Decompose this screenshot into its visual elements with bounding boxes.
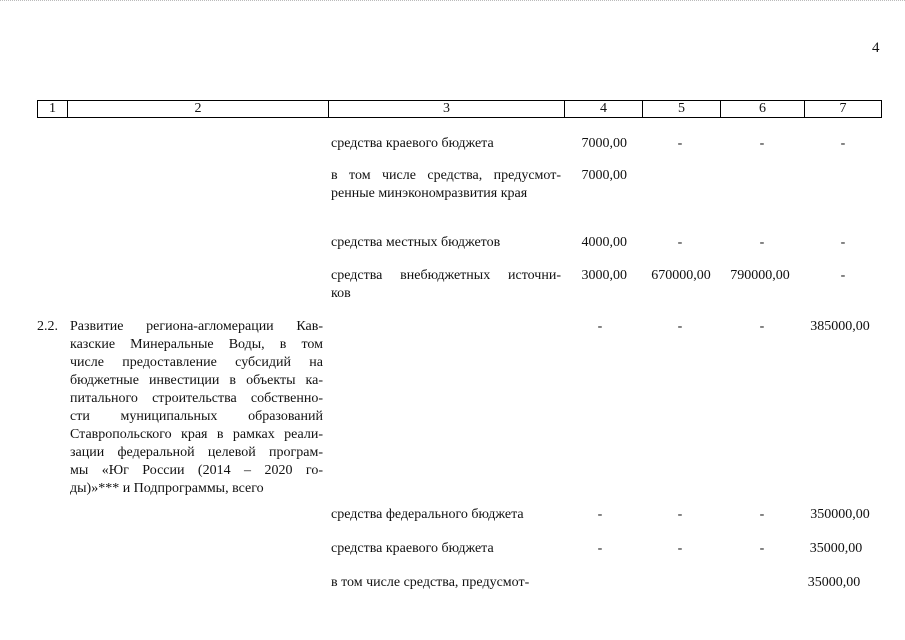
header-col-1: 1	[38, 101, 68, 118]
row-1-col5: -	[677, 136, 683, 151]
row-5-col5: -	[677, 319, 683, 334]
header-col-5: 5	[643, 101, 721, 118]
row-5-col4: -	[597, 319, 603, 334]
row-6-label: средства федерального бюджета	[331, 507, 524, 522]
page-number: 4	[872, 40, 880, 56]
row-5-desc-line-5: питального строительства собственно-	[70, 391, 323, 406]
header-col-7: 7	[805, 101, 882, 118]
row-8-label: в том числе средства, предусмот-	[331, 575, 530, 590]
row-5-desc-line-1: Развитие региона-агломерации Кав-	[70, 319, 323, 334]
row-5-desc-line-9: мы «Юг России (2014 – 2020 го-	[70, 463, 323, 478]
row-3-col7: -	[840, 235, 846, 250]
header-col-2: 2	[68, 101, 329, 118]
row-5-col7: 385000,00	[810, 319, 870, 334]
row-1-col4: 7000,00	[581, 136, 627, 151]
row-6-col4: -	[597, 507, 603, 522]
row-1-col7: -	[840, 136, 846, 151]
row-2-col4: 7000,00	[581, 168, 627, 183]
page-top-rule	[0, 0, 905, 3]
row-6-col5: -	[677, 507, 683, 522]
column-number-header	[37, 100, 882, 118]
row-4-label-line-1: средства внебюджетных источни-	[331, 268, 561, 283]
header-col-4: 4	[565, 101, 643, 118]
row-8-col7: 35000,00	[807, 575, 861, 590]
row-4-label-line-2: ков	[331, 286, 351, 301]
row-5-desc-line-6: сти муниципальных образований	[70, 409, 323, 424]
row-3-col5: -	[677, 235, 683, 250]
row-3-col4: 4000,00	[581, 235, 627, 250]
row-4-col6: 790000,00	[730, 268, 790, 283]
row-7-col7: 35000,00	[809, 541, 863, 556]
row-5-col6: -	[759, 319, 765, 334]
row-7-col5: -	[677, 541, 683, 556]
row-7-col4: -	[597, 541, 603, 556]
row-5-desc-line-3: числе предоставление субсидий на	[70, 355, 323, 370]
row-2-label-line-1: в том числе средства, предусмот-	[331, 168, 561, 183]
row-5-desc-line-10: ды)»*** и Подпрограммы, всего	[70, 481, 264, 496]
row-7-col6: -	[759, 541, 765, 556]
row-6-col6: -	[759, 507, 765, 522]
row-3-col6: -	[759, 235, 765, 250]
row-1-col6: -	[759, 136, 765, 151]
row-4-col7: -	[840, 268, 846, 283]
row-5-desc-line-7: Ставропольского края в рамках реали-	[70, 427, 323, 442]
header-col-6: 6	[721, 101, 805, 118]
row-2-label-line-2: ренные минэкономразвития края	[331, 186, 528, 201]
row-4-col5: 670000,00	[651, 268, 711, 283]
row-3-label: средства местных бюджетов	[331, 235, 501, 250]
row-4-col4: 3000,00	[581, 268, 627, 283]
row-5-number: 2.2.	[37, 319, 58, 334]
row-7-label: средства краевого бюджета	[331, 541, 494, 556]
row-6-col7: 350000,00	[810, 507, 870, 522]
row-5-desc-line-4: бюджетные инвестиции в объекты ка-	[70, 373, 323, 388]
row-1-label: средства краевого бюджета	[331, 136, 494, 151]
row-5-desc-line-2: казские Минеральные Воды, в том	[70, 337, 323, 352]
row-5-desc-line-8: зации федеральной целевой програм-	[70, 445, 323, 460]
header-col-3: 3	[329, 101, 565, 118]
